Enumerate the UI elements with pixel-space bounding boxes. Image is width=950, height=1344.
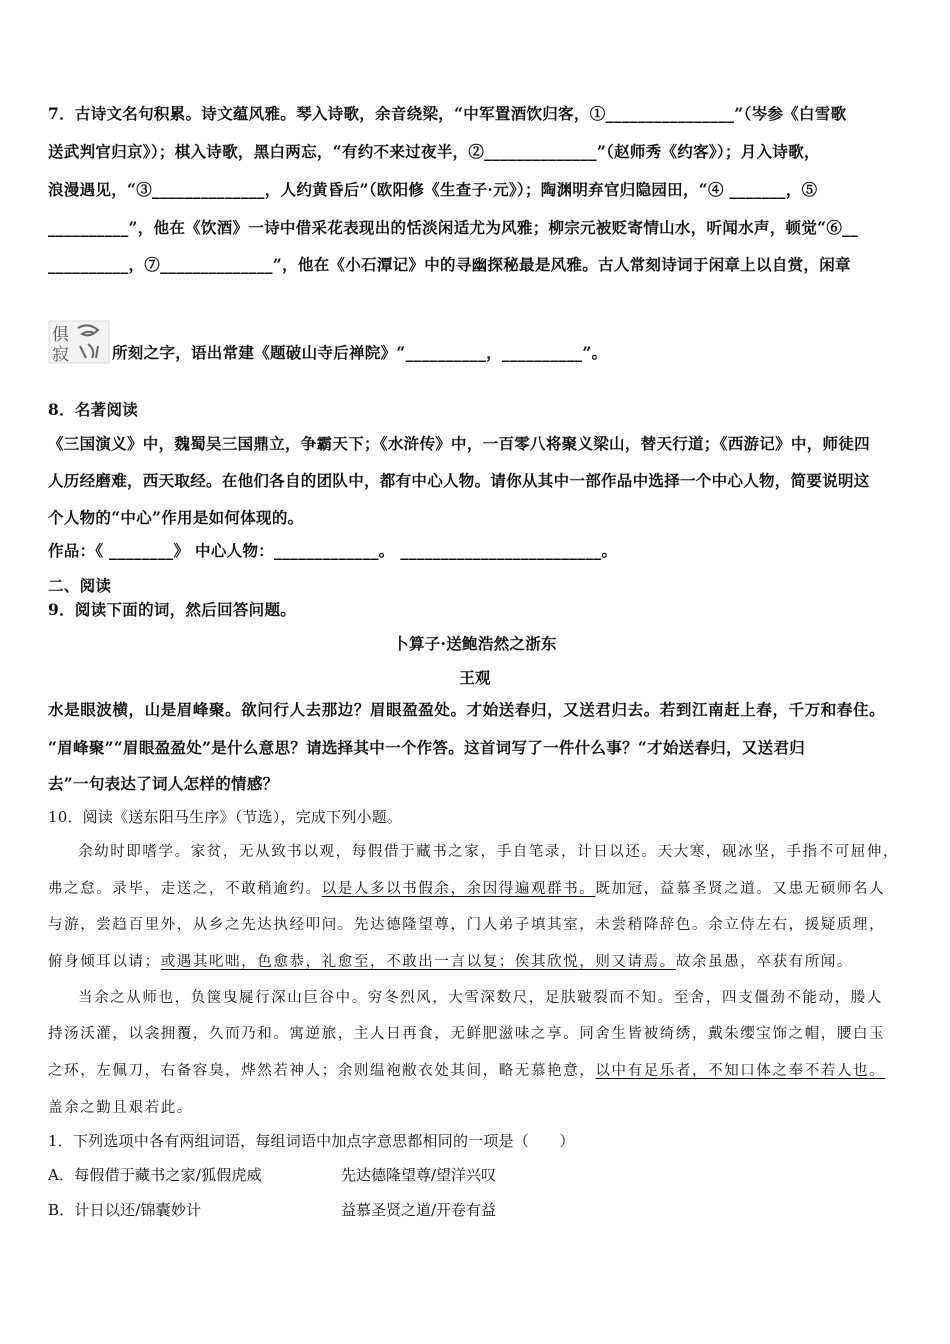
- q7-line-5: __________，⑦______________”，他在《小石潭记》中的寻幽探秘最是风雅。古人常刻诗词于闲章上以自赏，闲章: [48, 255, 851, 274]
- q7-seal-line: 所刻之字，语出常建《题破山寺后禅院》“__________，__________”。: [112, 343, 608, 362]
- sub-question-1: 1．下列选项中各有两组词语，每组词语中加点字意思都相同的一项是（ ）: [48, 1132, 575, 1150]
- q8-line-3: 个人物的“中心”作用是如何体现的。: [48, 508, 304, 527]
- passage-p1-line-3: 与游，尝趋百里外，从乡之先达执经叩问。先达德隆望尊，门人弟子填其室，未尝稍降辞色。余立侍左右，援疑质理，: [48, 917, 886, 933]
- passage-p2-line-3: [48, 1059, 910, 1080]
- seal-image: [48, 320, 110, 364]
- passage-p2-line-1: 当余之从师也，负箧曳屣行深山巨谷中。穷冬烈风，大雪深数尺，足肤皲裂而不知。至舍，四支僵劲不能动，媵人: [78, 990, 883, 1006]
- seal-stamp-graphic: [48, 320, 110, 364]
- passage-p1-line-4: [48, 950, 910, 971]
- underlined-sentence-1: 以是人多以书假余，余因得遍观群书。: [321, 881, 596, 897]
- q8-title: 8．名著阅读: [48, 400, 139, 419]
- passage-text: 之环，左佩刀，右备容臭，烨然若神人；余则缊袍敝衣处其间，略无慕艳意，: [48, 1063, 596, 1079]
- q7-line-2: 送武判官归京》）；棋入诗歌，黑白两忘，“有约不来过夜半，②______________”（赵师秀《约客》）；月入诗歌，: [48, 142, 820, 161]
- seal-char-1: 俱: [52, 325, 69, 345]
- q9-question-line-1: “眉峰聚”“眉眼盈盈处”是什么意思？请选择其中一个作答。这首词写了一件什么事？“才始送春归，又送君归: [48, 738, 806, 757]
- q8-answer-line: 作品：《 ________》 中心人物：_____________。 _________________________。: [48, 541, 618, 560]
- passage-p2-line-4: 盖余之勤且艰若此。: [48, 1100, 193, 1116]
- q8-line-2: 人历经磨难，西天取经。在他们各自的团队中，都有中心人物。请你从其中一部作品中选择一个中心人物，简要说明这: [48, 471, 870, 490]
- q8-line-1: 《三国演义》中，魏蜀吴三国鼎立，争霸天下；《水浒传》中，一百零八将聚义梁山，替天行道；《西游记》中，师徒四: [48, 434, 870, 453]
- underlined-sentence-3: 以中有足乐者，不知口体之奉不若人也。: [595, 1063, 886, 1079]
- option-a-part-2: 先达德隆望尊/望洋兴叹: [341, 1166, 497, 1184]
- option-b-part-2: 益慕圣贤之道/开卷有益: [341, 1201, 497, 1219]
- passage-text: 弗之怠。录毕，走送之，不敢稍逾约。: [48, 881, 322, 897]
- section-2-title: 二、阅读: [48, 576, 112, 595]
- q7-line-4: __________”，他在《饮酒》一诗中借采花表现出的恬淡闲适尤为风雅；柳宗元被贬寄情山水，听闻水声，顿觉“⑥__: [48, 218, 859, 237]
- poem-title: 卜算子·送鲍浩然之浙东: [393, 634, 557, 653]
- passage-p1-line-1: 余幼时即嗜学。家贫，无从致书以观，每假借于藏书之家，手自笔录，计日以还。天大寒，砚冰坚，手指不可屈伸，: [78, 844, 900, 860]
- seal-char-2: 寂: [52, 345, 69, 364]
- option-a-part-1: A．每假借于藏书之家/狐假虎威: [48, 1166, 262, 1184]
- passage-text: 既加冠，益慕圣贤之道。又患无硕师名人: [595, 881, 886, 897]
- q10-intro: 10．阅读《送东阳马生序》（节选），完成下列小题。: [48, 808, 403, 826]
- passage-text: 故余虽愚，卒获有所闻。: [675, 954, 854, 970]
- underlined-sentence-2: 或遇其叱咄，色愈恭，礼愈至，不敢出一言以复；俟其欣悦，则又请焉。: [160, 954, 676, 970]
- q7-line-3: 浪漫遇见，“③______________，人约黄昏后”（欧阳修《生查子·元》）；陶渊明弃官归隐园田，“④ _______，⑤: [48, 180, 818, 199]
- q9-intro: 9．阅读下面的词，然后回答问题。: [48, 600, 297, 619]
- q7-line-1: 7．古诗文名句积累。诗文蕴风雅。琴入诗歌，余音绕梁，“中军置酒饮归客，①________________”（岑参《白雪歌: [48, 104, 847, 123]
- passage-p2-line-2: 持汤沃灌，以衾拥覆，久而乃和。寓逆旅，主人日再食，无鲜肥滋味之享。同舍生皆被绮绣，戴朱缨宝饰之帽，腰白玉: [48, 1026, 886, 1042]
- poem-author: 王观: [459, 668, 491, 687]
- option-b-part-1: B．计日以还/锦囊妙计: [48, 1201, 202, 1219]
- passage-text: 俯身倾耳以请；: [48, 954, 161, 970]
- q9-question-line-2: 去”一句表达了词人怎样的情感？: [48, 774, 279, 793]
- passage-p1-line-2: [48, 877, 910, 898]
- poem-text: 水是眼波横，山是眉峰聚。欲问行人去那边？眉眼盈盈处。才始送春归，又送君归去。若到江南赶上春，千万和春住。: [48, 700, 886, 719]
